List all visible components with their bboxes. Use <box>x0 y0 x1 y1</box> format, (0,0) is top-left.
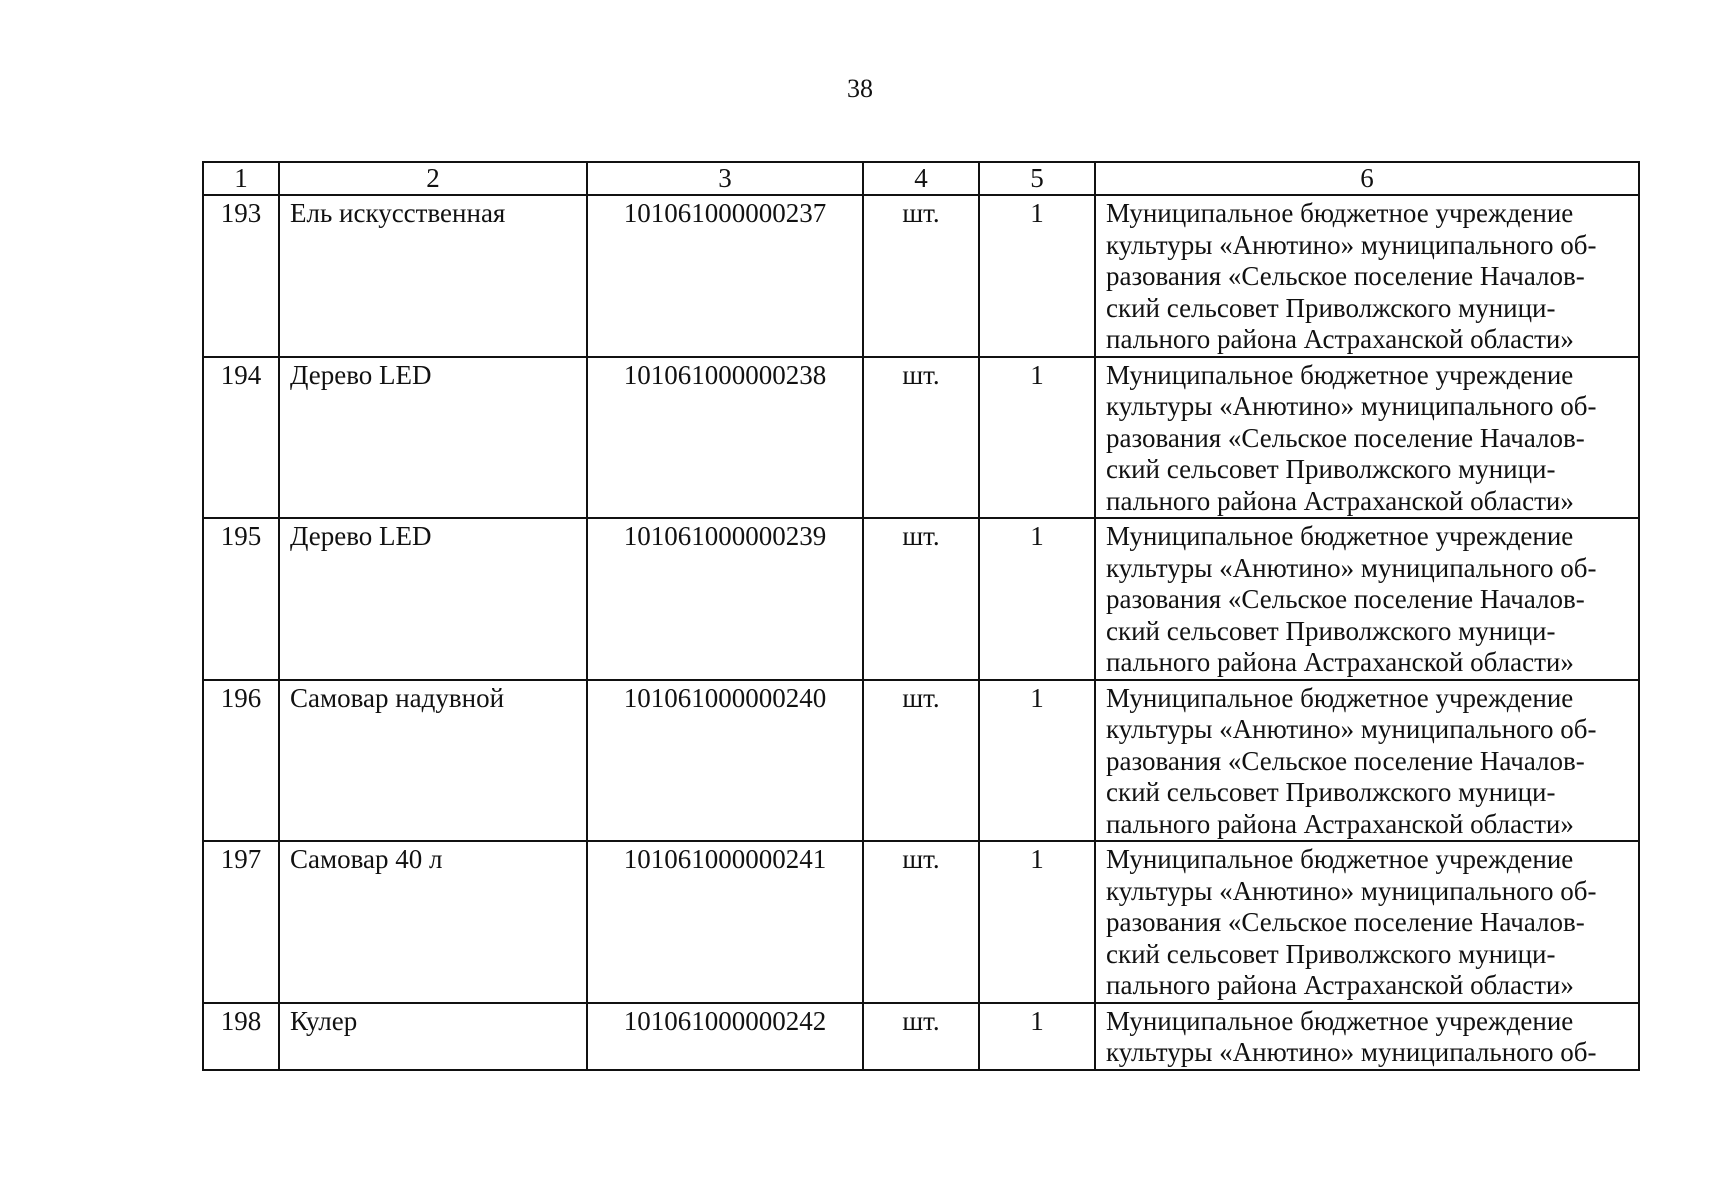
quantity: 1 <box>979 1003 1095 1070</box>
quantity: 1 <box>979 841 1095 1003</box>
column-header-5: 5 <box>979 162 1095 195</box>
quantity: 1 <box>979 357 1095 519</box>
owner-organization: Муниципальное бюджетное учреждение культуры «Анютино» муниципального об- разования «Сельское поселение Началов- ский сельсовет Приволжского муници- пального района Астраханской области» <box>1095 841 1639 1003</box>
table-row <box>203 195 1639 357</box>
table-row <box>203 1003 1639 1070</box>
owner-organization: Муниципальное бюджетное учреждение культуры «Анютино» муниципального об- <box>1095 1003 1639 1070</box>
header-row <box>203 162 1639 195</box>
inventory-table <box>202 161 1640 1071</box>
inventory-code: 101061000000240 <box>587 680 863 842</box>
inventory-code: 101061000000239 <box>587 518 863 680</box>
table-row <box>203 518 1639 680</box>
unit: шт. <box>863 680 979 842</box>
unit: шт. <box>863 195 979 357</box>
column-header-4: 4 <box>863 162 979 195</box>
table-row <box>203 357 1639 519</box>
inventory-code: 101061000000237 <box>587 195 863 357</box>
quantity: 1 <box>979 680 1095 842</box>
owner-organization: Муниципальное бюджетное учреждение культуры «Анютино» муниципального об- разования «Сельское поселение Началов- ский сельсовет Приволжского муници- пального района Астраханской области» <box>1095 518 1639 680</box>
page-number: 38 <box>847 74 873 103</box>
row-number: 196 <box>203 680 279 842</box>
column-header-6: 6 <box>1095 162 1639 195</box>
item-name: Дерево LED <box>279 357 587 519</box>
owner-organization: Муниципальное бюджетное учреждение культуры «Анютино» муниципального об- разования «Сельское поселение Началов- ский сельсовет Приволжского муници- пального района Астраханской области» <box>1095 195 1639 357</box>
row-number: 195 <box>203 518 279 680</box>
table-row <box>203 680 1639 842</box>
item-name: Ель искусственная <box>279 195 587 357</box>
column-header-3: 3 <box>587 162 863 195</box>
inventory-code: 101061000000241 <box>587 841 863 1003</box>
inventory-code: 101061000000242 <box>587 1003 863 1070</box>
item-name: Кулер <box>279 1003 587 1070</box>
column-header-1: 1 <box>203 162 279 195</box>
inventory-code: 101061000000238 <box>587 357 863 519</box>
owner-organization: Муниципальное бюджетное учреждение культуры «Анютино» муниципального об- разования «Сельское поселение Началов- ский сельсовет Приволжского муници- пального района Астраханской области» <box>1095 357 1639 519</box>
table-row <box>203 841 1639 1003</box>
unit: шт. <box>863 1003 979 1070</box>
owner-organization: Муниципальное бюджетное учреждение культуры «Анютино» муниципального об- разования «Сельское поселение Началов- ский сельсовет Приволжского муници- пального района Астраханской области» <box>1095 680 1639 842</box>
unit: шт. <box>863 841 979 1003</box>
unit: шт. <box>863 518 979 680</box>
quantity: 1 <box>979 195 1095 357</box>
row-number: 197 <box>203 841 279 1003</box>
row-number: 198 <box>203 1003 279 1070</box>
row-number: 193 <box>203 195 279 357</box>
unit: шт. <box>863 357 979 519</box>
item-name: Самовар 40 л <box>279 841 587 1003</box>
item-name: Дерево LED <box>279 518 587 680</box>
quantity: 1 <box>979 518 1095 680</box>
column-header-2: 2 <box>279 162 587 195</box>
item-name: Самовар надувной <box>279 680 587 842</box>
row-number: 194 <box>203 357 279 519</box>
